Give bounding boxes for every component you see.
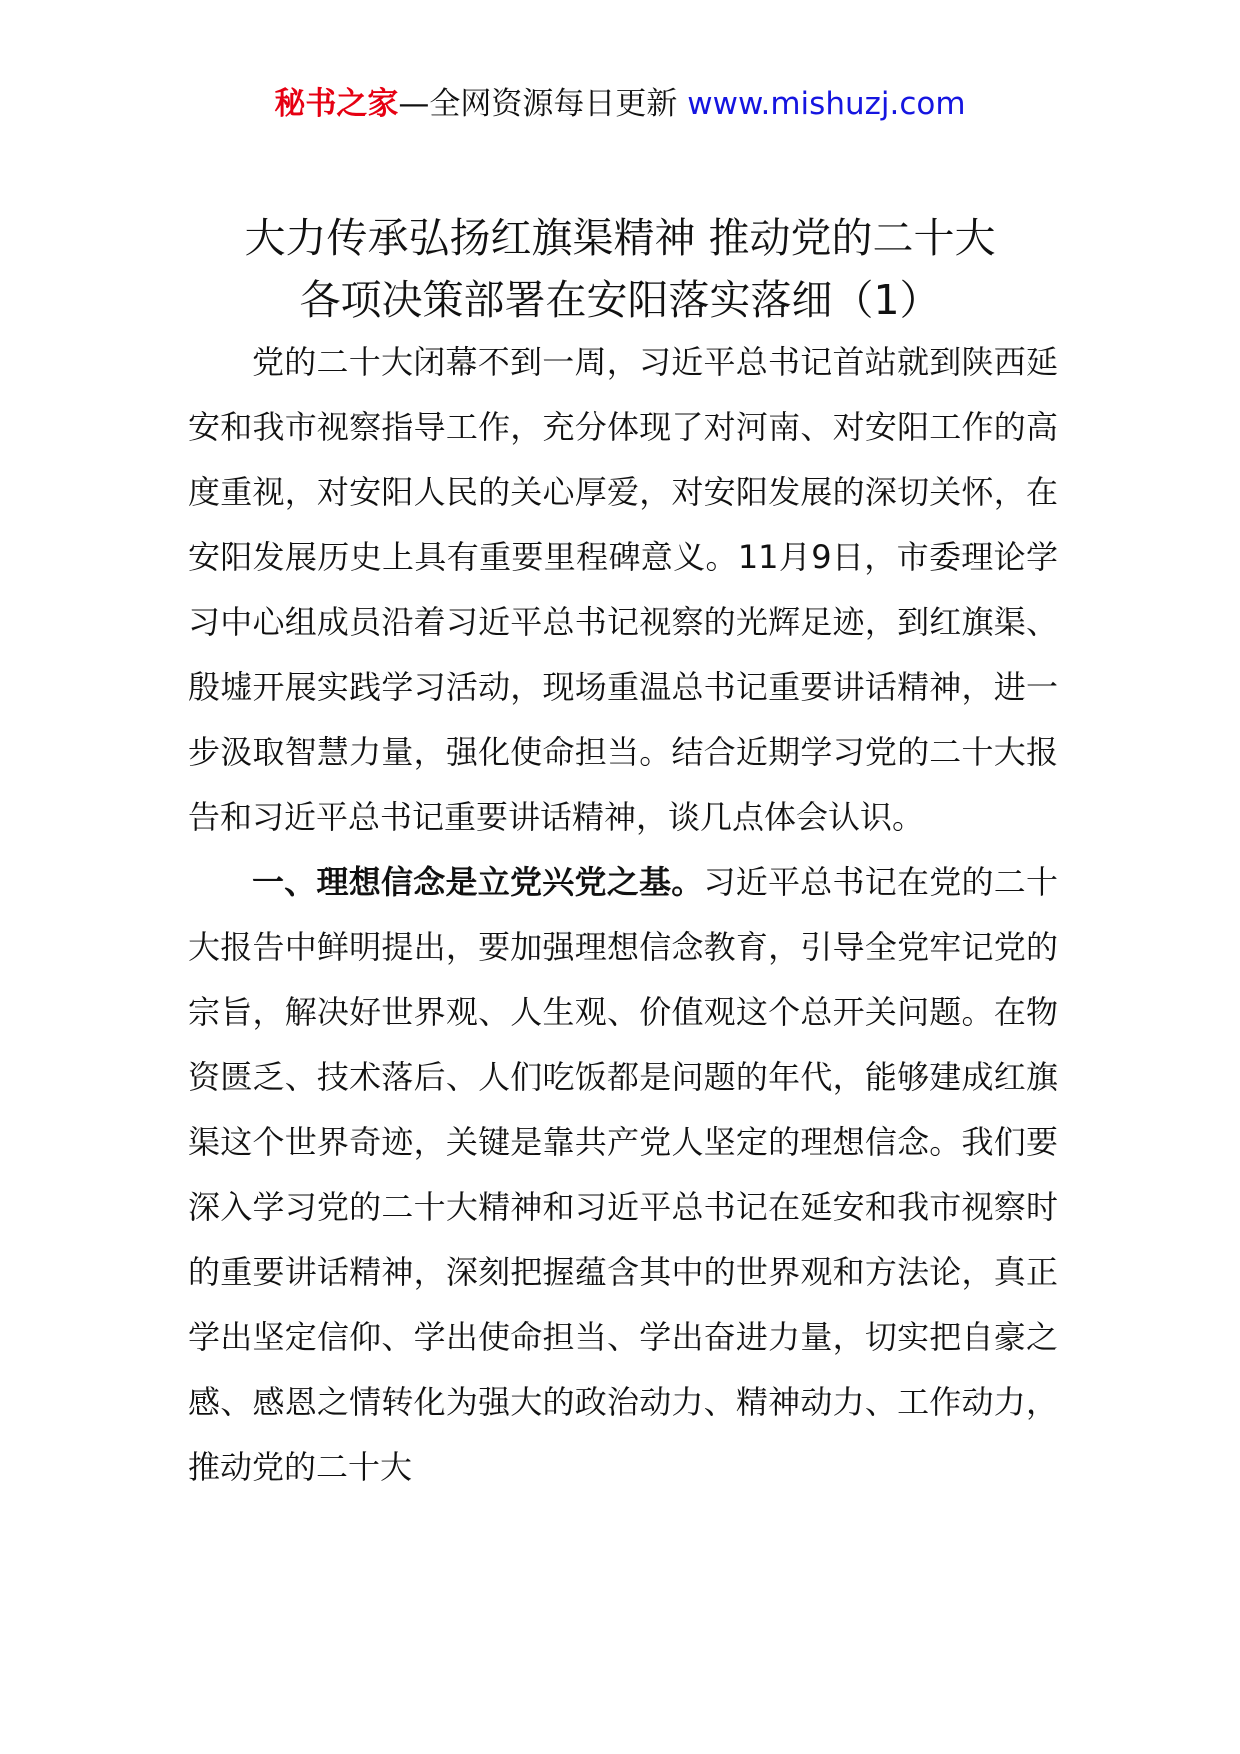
paragraph-intro: 党的二十大闭幕不到一周，习近平总书记首站就到陕西延安和我市视察指导工作，充分体现了对河南、对安阳工作的高度重视，对安阳人民的关心厚爱，对安阳发展的深切关怀，在安阳发展历史上具有重要里程碑意义。11月9日，市委理论学习中心组成员沿着习近平总书记视察的光辉足迹，到红旗渠、殷墟开展实践学习活动，现场重温总书记重要讲话精神，进一步汲取智慧力量，强化使命担当。结合近期学习党的二十大报告和习近平总书记重要讲话精神，谈几点体会认识。 — [188, 343, 1058, 836]
paragraph-section-1 — [188, 850, 1058, 1500]
site-header — [0, 84, 1240, 124]
document-title — [150, 207, 1090, 331]
section-1-text: 习近平总书记在党的二十大报告中鲜明提出，要加强理想信念教育，引导全党牢记党的宗旨，解决好世界观、人生观、价值观这个总开关问题。在物资匮乏、技术落后、人们吃饭都是问题的年代，能够建成红旗渠这个世界奇迹，关键是靠共产党人坚定的理想信念。我们要深入学习党的二十大精神和习近平总书记在延安和我市视察时的重要讲话精神，深刻把握蕴含其中的世界观和方法论，真正学出坚定信仰、学出使命担当、学出奋进力量，切实把自豪之感、感恩之情转化为强大的政治动力、精神动力、工作动力，推动党的二十大 — [188, 863, 1058, 1486]
document-title-line-1: 大力传承弘扬红旗渠精神 推动党的二十大 — [244, 214, 996, 263]
document-body — [188, 330, 1058, 1500]
document-title-line-2: 各项决策部署在安阳落实落细（1） — [299, 276, 941, 325]
site-url-link[interactable]: www.mishuzj.com — [687, 86, 966, 122]
section-1-heading: 一、理想信念是立党兴党之基。 — [252, 863, 704, 901]
site-brand: 秘书之家 — [274, 86, 399, 122]
site-tagline: —全网资源每日更新 — [398, 86, 678, 122]
